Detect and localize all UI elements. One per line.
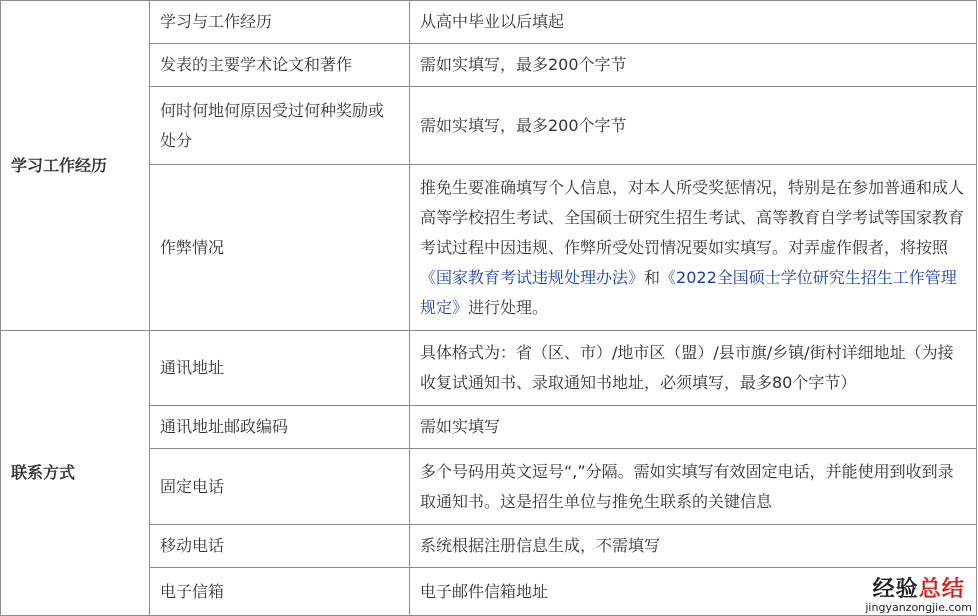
field-description: 具体格式为：省（区、市）/地市区（盟）/县市旗/乡镇/街村详细地址（为接收复试通知书、录取通知书地址，必须填写，最多80个字节） bbox=[410, 331, 977, 406]
field-description bbox=[410, 165, 977, 331]
description-text: 推免生要准确填写个人信息，对本人所受奖惩情况，特别是在参加普通和成人高等学校招生考试、全国硕士研究生招生考试、高等教育自学考试等国家教育考试过程中因违规、作弊所受处罚情况要如实填写。对弄虚作假者，将按照 bbox=[420, 177, 965, 257]
field-label: 作弊情况 bbox=[150, 165, 410, 331]
field-description: 需如实填写，最多200个字节 bbox=[410, 87, 977, 165]
table-row bbox=[1, 1, 977, 44]
watermark-title-accent: 总结 bbox=[918, 577, 965, 602]
field-label: 移动电话 bbox=[150, 525, 410, 568]
field-description: 系统根据注册信息生成，不需填写 bbox=[410, 525, 977, 568]
field-description: 从高中毕业以后填起 bbox=[410, 1, 977, 44]
field-label: 发表的主要学术论文和著作 bbox=[150, 44, 410, 87]
field-label: 电子信箱 bbox=[150, 568, 410, 616]
regulation-link[interactable]: 《国家教育考试违规处理办法》 bbox=[420, 267, 645, 287]
field-description: 多个号码用英文逗号“,”分隔。需如实填写有效固定电话，并能使用到收到录取通知书。这是招生单位与推免生联系的关键信息 bbox=[410, 449, 977, 525]
field-label: 通讯地址邮政编码 bbox=[150, 406, 410, 449]
category-cell: 联系方式 bbox=[1, 331, 150, 616]
description-text: 和 bbox=[644, 267, 661, 287]
field-label: 学习与工作经历 bbox=[150, 1, 410, 44]
description-text: 进行处理。 bbox=[468, 297, 549, 317]
watermark-title-part: 经验 bbox=[872, 577, 919, 602]
field-label: 何时何地何原因受过何种奖励或处分 bbox=[150, 87, 410, 165]
field-description: 电子邮件信箱地址 bbox=[410, 568, 977, 616]
field-label: 通讯地址 bbox=[150, 331, 410, 406]
table-row bbox=[1, 331, 977, 406]
field-description: 需如实填写 bbox=[410, 406, 977, 449]
regulation-link[interactable]: 《2022全国硕士学位研究生招生工作管理规定》 bbox=[420, 267, 957, 317]
field-label: 固定电话 bbox=[150, 449, 410, 525]
category-cell: 学习工作经历 bbox=[1, 1, 150, 331]
field-description: 需如实填写，最多200个字节 bbox=[410, 44, 977, 87]
watermark-url: jingyanzongjie.com bbox=[865, 601, 972, 614]
